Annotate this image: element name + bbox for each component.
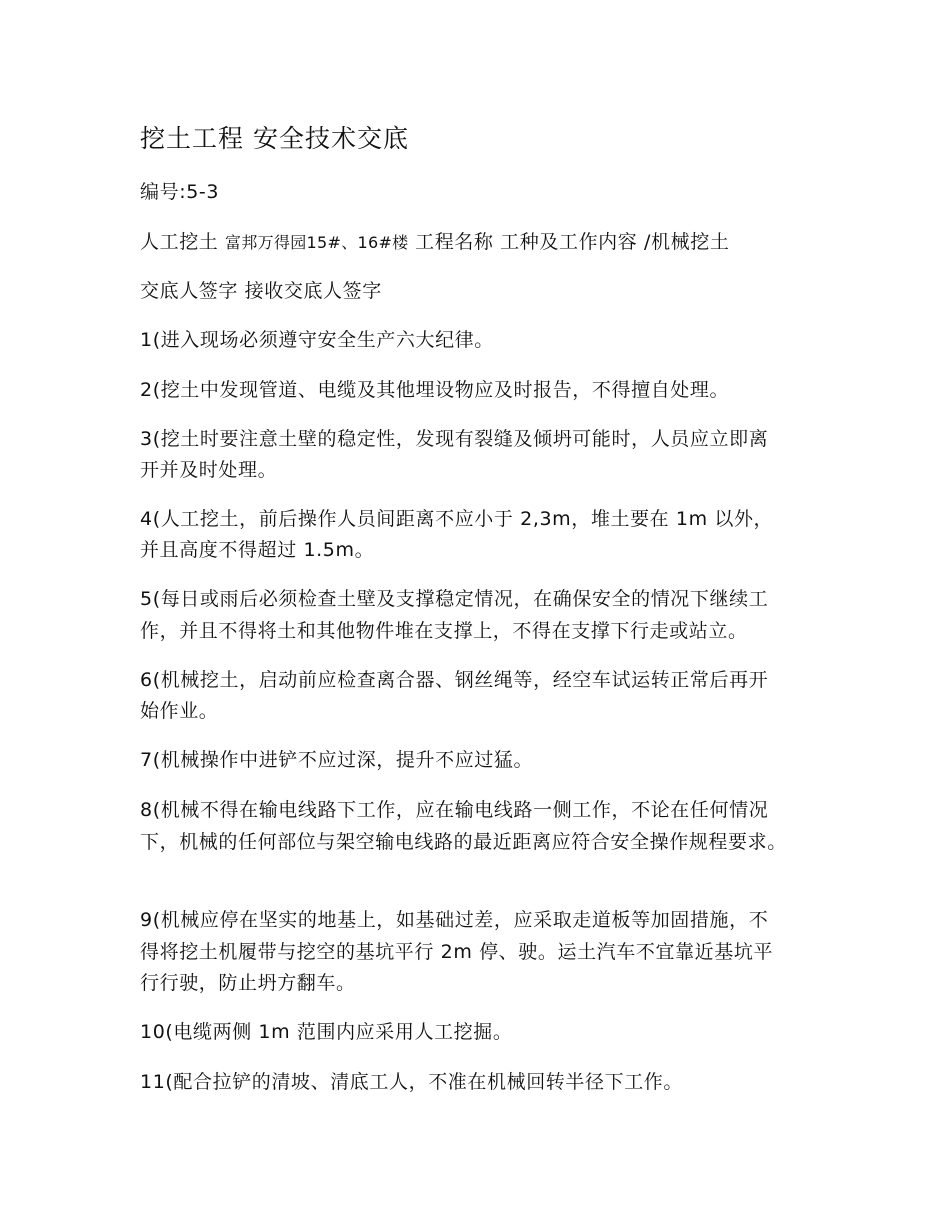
item-line: 1(进入现场必须遵守安全生产六大纪律。: [140, 329, 494, 351]
item-line: 行行驶，防止坍方翻车。: [140, 972, 356, 994]
item-line: 作，并且不得将土和其他物件堆在支撑上，不得在支撑下行走或站立。: [140, 620, 748, 642]
project-name-label: 工程名称: [415, 231, 494, 253]
item-line: 7(机械操作中进铲不应过深，提升不应过猛。: [140, 749, 534, 771]
work-type-label: 工种及工作内容: [500, 231, 638, 253]
item-line: 2(挖土中发现管道、电缆及其他埋设物应及时报告，不得擅自处理。: [140, 379, 730, 401]
item-line: 11(配合拉铲的清坡、清底工人，不准在机械回转半径下工作。: [140, 1071, 683, 1093]
item-line: 开并及时处理。: [140, 459, 278, 481]
item-line: 4(人工挖土，前后操作人员间距离不应小于 2,3m，堆土要在 1m 以外，: [140, 508, 774, 530]
work-type-part1: 人工挖土: [140, 231, 219, 253]
work-type-part2: /机械挖土: [644, 231, 730, 253]
signature-row: 交底人签字 接收交底人签字: [140, 280, 382, 302]
item-line: 下，机械的任何部位与架空输电线路的最近距离应符合安全操作规程要求。: [140, 831, 787, 853]
item-line: 始作业。: [140, 700, 219, 722]
document-number: 编号:5-3: [140, 181, 220, 203]
item-line: 9(机械应停在坚实的地基上，如基础过差，应采取走道板等加固措施，不: [140, 909, 769, 931]
document-title: 挖土工程 安全技术交底: [140, 124, 409, 153]
item-line: 10(电缆两侧 1m 范围内应采用人工挖掘。: [140, 1021, 513, 1043]
project-name-value: 富邦万得园15#、16#楼: [225, 233, 409, 252]
item-line: 5(每日或雨后必须检查土壁及支撑稳定情况，在确保安全的情况下继续工: [140, 588, 769, 610]
item-line: 6(机械挖土，启动前应检查离合器、钢丝绳等，经空车试运转正常后再开: [140, 669, 769, 691]
item-line: 3(挖土时要注意土壁的稳定性，发现有裂缝及倾坍可能时，人员应立即离: [140, 428, 769, 450]
item-line: 8(机械不得在输电线路下工作，应在输电线路一侧工作，不论在任何情况: [140, 799, 769, 821]
item-line: 得将挖土机履带与挖空的基坑平行 2m 停、驶。运土汽车不宜靠近基坑平: [140, 941, 774, 963]
item-line: 并且高度不得超过 1.5m。: [140, 539, 375, 561]
project-info-row: [140, 228, 729, 257]
